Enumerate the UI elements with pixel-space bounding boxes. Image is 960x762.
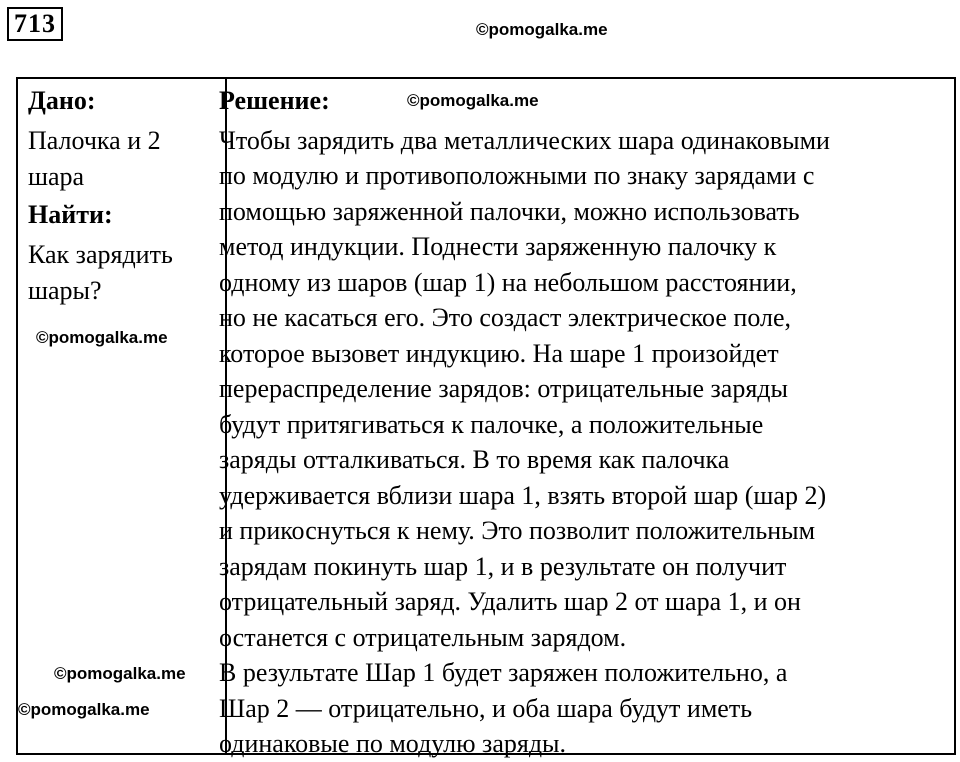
solution-line: помощью заряженной палочки, можно использовать [219, 196, 800, 226]
solution-line: одному из шаров (шар 1) на небольшом расстоянии, [219, 267, 797, 297]
solution-line: будут притягиваться к палочке, а положительные [219, 409, 764, 439]
solution-line: В результате Шар 1 будет заряжен положительно, а [219, 658, 788, 687]
solution-line: метод индукции. Поднести заряженную палочку к [219, 232, 777, 261]
watermark-left: ©pomogalka.me [36, 328, 168, 347]
problem-number: 713 [7, 7, 63, 41]
solution-line: перераспределение зарядов: отрицательные заряды [219, 374, 788, 403]
given-line-1: Палочка и 2 [28, 126, 161, 155]
solution-line: останется с отрицательным зарядом. [219, 622, 627, 652]
solution-line: по модулю и противоположными по знаку зарядами с [219, 161, 815, 190]
solution-line: удерживается вблизи шара 1, взять второй шар (шар 2) [219, 480, 827, 510]
solution-line: Чтобы зарядить два металлических шара одинаковыми [219, 125, 830, 155]
find-line-1: Как зарядить [28, 240, 173, 269]
solution-line: отрицательный заряд. Удалить шар 2 от шара 1, и он [219, 587, 801, 616]
watermark-bottom-left-2: ©pomogalka.me [18, 700, 150, 719]
solution-column [219, 83, 944, 762]
solution-table [16, 77, 956, 758]
solution-line: и прикоснуться к нему. Это позволит положительным [219, 516, 816, 545]
solution-header: Решение: [219, 86, 330, 115]
given-line-2: шара [28, 162, 85, 191]
given-header: Дано: [28, 86, 96, 115]
solution-line: но не касаться его. Это создаст электрическое поле, [219, 303, 791, 332]
given-column [28, 83, 218, 309]
solution-line: заряды отталкиваться. В то время как палочка [219, 445, 730, 474]
solution-line: одинаковые по модулю заряды. [219, 729, 567, 758]
solution-line: зарядам покинуть шар 1, и в результате он получит [219, 551, 787, 581]
watermark-solution: ©pomogalka.me [407, 91, 539, 110]
watermark-top: ©pomogalka.me [476, 20, 608, 39]
solution-text [219, 123, 944, 762]
find-line-2: шары? [28, 276, 102, 305]
solution-line: Шар 2 — отрицательно, и оба шара будут иметь [219, 693, 753, 723]
solution-line: которое вызовет индукцию. На шаре 1 произойдет [219, 338, 779, 368]
find-header: Найти: [28, 200, 113, 229]
watermark-bottom-left-1: ©pomogalka.me [54, 664, 186, 683]
